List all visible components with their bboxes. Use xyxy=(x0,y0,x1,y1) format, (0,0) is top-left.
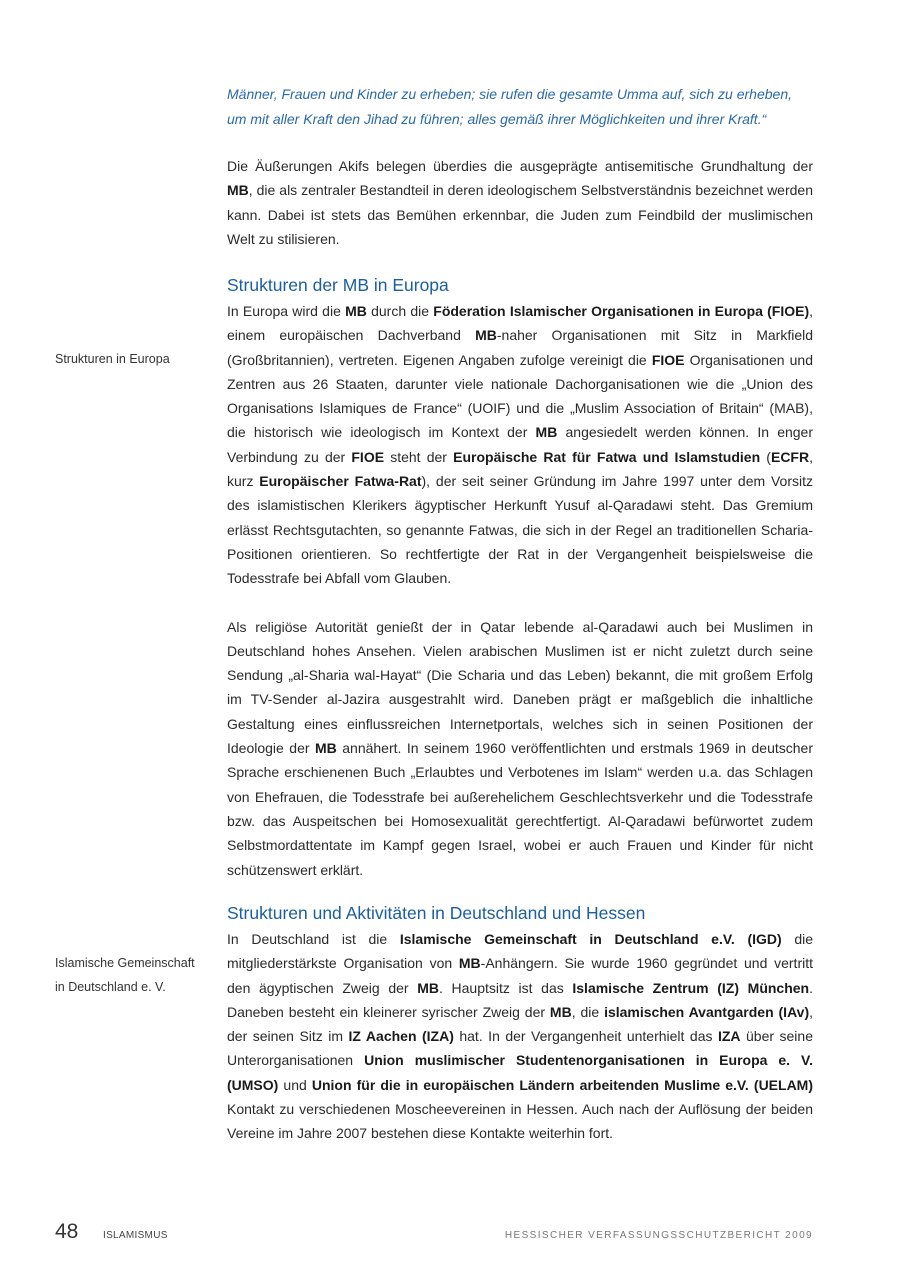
germany-paragraph-1: In Deutschland ist die Islamische Gemeinschaft in Deutschland e.V. (IGD) die mitgliederstärkste Organisation von MB-Anhängern. Sie wurde 1960 gegründet und vertritt den ägyptischen Zweig der MB. Hauptsitz ist das Islamische Zentrum (IZ) München. Daneben besteht ein kleinerer syrischer Zweig der MB, die islamischen Avantgarden (IAv), der seinen Sitz im IZ Aachen (IZA) hat. In der Vergangenheit unterhielt das IZA über seine Unterorganisationen Union muslimischer Studentenorganisationen in Europa e. V. (UMSO) und Union für die in europäischen Ländern arbeitenden Muslime e.V. (UELAM) Kontakt zu verschiedenen Moscheevereinen in Hessen. Auch nach der Auflösung der beiden Vereine im Jahre 2007 bestehen diese Kontakte weiterhin fort. xyxy=(227,931,814,1142)
quote-line: um mit aller Kraft den Jihad zu führen; alles gemäß ihrer Möglichkeiten und ihrer Kraft.“ xyxy=(227,110,767,127)
section-label: ISLAMISMUS xyxy=(103,1230,168,1241)
section-heading: Strukturen und Aktivitäten in Deutschland und Hessen xyxy=(227,903,646,923)
margin-note-germany xyxy=(55,951,205,999)
europe-paragraph-1: In Europa wird die MB durch die Föderation Islamischer Organisationen in Europa (FIOE), einem europäischen Dachverband MB-naher Organisationen mit Sitz in Markfield (Großbritannien), vertreten. Eigenen Angaben zufolge vereinigt die FIOE Organisationen und Zentren aus 26 Staaten, darunter viele nationale Dachorganisationen wie die „Union des Organisations Islamiques de France“ (UOIF) und die „Muslim Association of Britain“ (MAB), die historisch wie ideologisch im Kontext der MB angesiedelt werden können. In enger Verbindung zu der FIOE steht der Europäische Rat für Fatwa und Islamstudien (ECFR, kurz Europäischer Fatwa-Rat), der seit seiner Gründung im Jahre 1997 unter dem Vorsitz des islamistischen Klerikers ägyptischer Herkunft Yusuf al-Qaradawi steht. Das Gremium erlässt Rechtsgutachten, so genannte Fatwas, die sich in der Regel an traditionellen Scharia-Positionen orientieren. So rechtfertigte der Rat in der Vergangenheit beispielsweise die Todesstrafe bei Abfall vom Glauben. xyxy=(227,303,814,587)
page-footer xyxy=(55,1220,813,1248)
quote-block xyxy=(227,82,813,131)
quote-line: Männer, Frauen und Kinder zu erheben; sie rufen die gesamte Umma auf, sich zu erheben, xyxy=(227,86,792,102)
margin-note-line: in Deutschland e. V. xyxy=(55,980,166,994)
intro-section xyxy=(227,154,813,251)
page-number: 48 xyxy=(55,1220,79,1243)
intro-paragraph: Die Äußerungen Akifs belegen überdies die ausgeprägte antisemitische Grundhaltung der MB, die als zentraler Bestandteil in deren ideologischem Selbstverständnis bezeichnet werden kann. Dabei ist stets das Bemühen erkennbar, die Juden zum Feindbild der muslimischen Welt zu stilisieren. xyxy=(227,158,813,247)
margin-note-line: Islamische Gemeinschaft xyxy=(55,956,195,970)
europe-section xyxy=(227,274,813,882)
report-title: HESSISCHER VERFASSUNGSSCHUTZBERICHT 2009 xyxy=(504,1230,813,1241)
margin-note-europe: Strukturen in Europa xyxy=(55,352,170,366)
germany-section xyxy=(227,902,813,1146)
europe-paragraph-2: Als religiöse Autorität genießt der in Qatar lebende al-Qaradawi auch bei Muslimen in Deutschland hohes Ansehen. Vielen arabischen Muslimen ist er nicht zuletzt durch seine Sendung „al-Sharia wal-Hayat“ (Die Scharia und das Leben) bekannt, die mit großem Erfolg im TV-Sender al-Jazira ausgestrahlt wird. Daneben prägt er maßgeblich die inhaltliche Gestaltung eines einflussreichen Internetportals, welches sich in seinen Positionen der Ideologie der MB annähert. In seinem 1960 veröffentlichten und erstmals 1969 in deutscher Sprache erschienenen Buch „Erlaubtes und Verbotenes im Islam“ werden u.a. das Schlagen von Ehefrauen, die Todesstrafe bei außerehelichem Geschlechtsverkehr und die Todesstrafe bzw. das Auspeitschen bei Homosexualität gerechtfertigt. Al-Qaradawi befürwortet zudem Selbstmordattentate im Kampf gegen Israel, wobei er auch Frauen und Kinder für nicht schützenswert erklärt. xyxy=(227,618,813,878)
section-heading: Strukturen der MB in Europa xyxy=(227,275,449,295)
